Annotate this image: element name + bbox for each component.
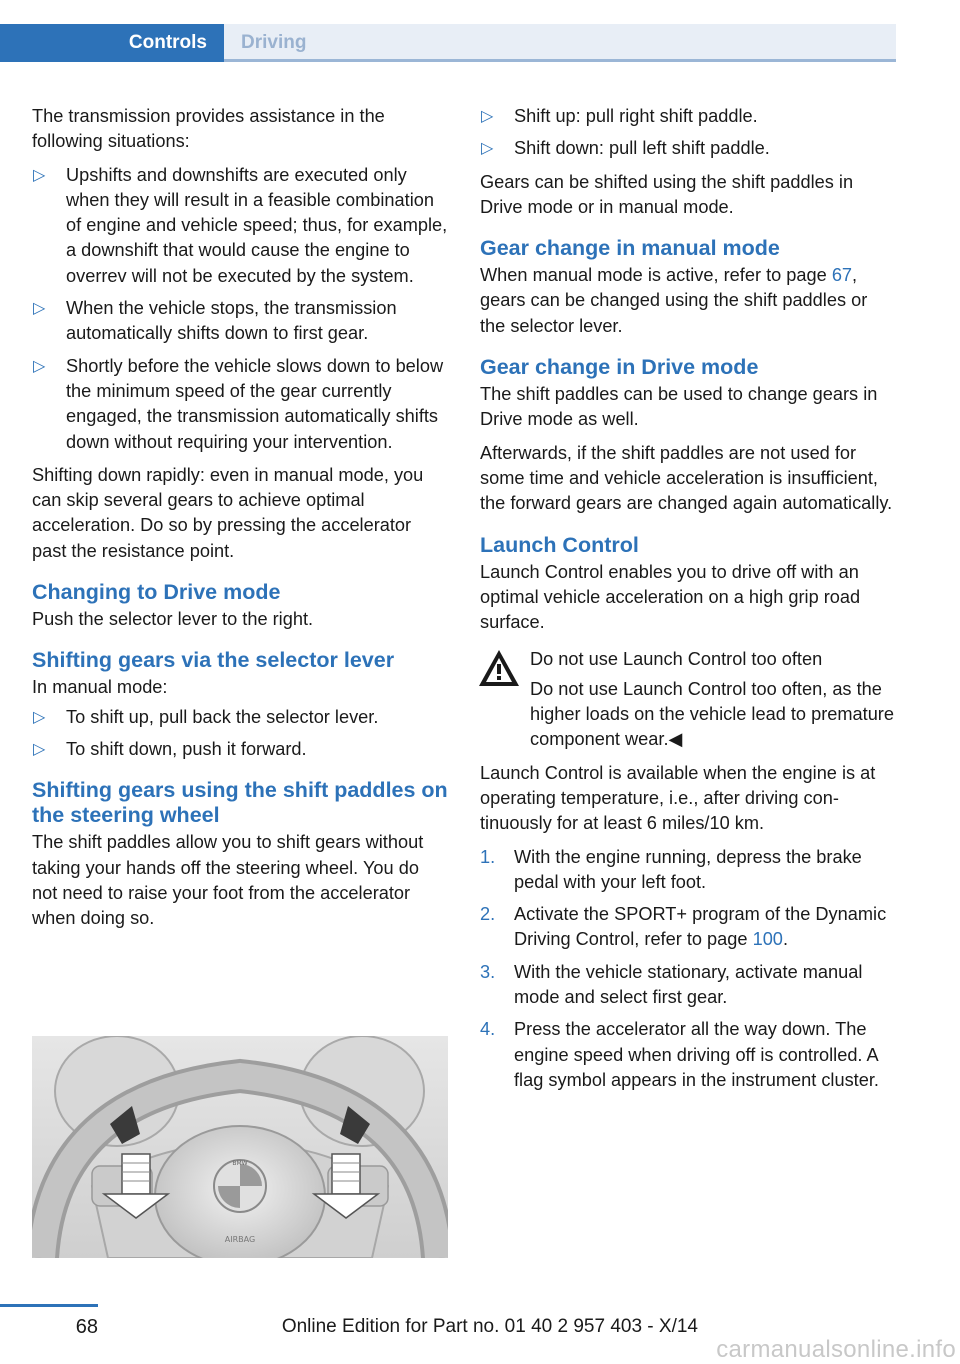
right-column	[480, 104, 896, 1101]
paddles-text: The shift paddles allow you to shift gears without taking your hands off the steering wheel. You do not need to raise your foot from the accelerator when doing so.	[32, 832, 424, 929]
list-item: ▷ Upshifts and downshifts are executed only when they will result in a feasible combination of engine and vehicle speed; thus, for example, a downshift that would cause the engine to overrev will not be executed by the system.	[33, 164, 448, 286]
footer-rule	[0, 1304, 98, 1307]
list-item: 1. With the engine running, depress the brake pedal with your left foot.	[480, 846, 862, 892]
launch-control-text: Launch Control enables you to drive off with an optimal vehicle acceleration on a high grip road surface.	[480, 561, 861, 633]
heading-drive-mode-change: Gear change in Drive mode	[480, 355, 759, 380]
header-rule	[224, 59, 896, 62]
list-item: ▷ Shortly before the vehicle slows down to below the minimum speed of the gear currently engaged, the transmission automatically shifts down without requiring your intervention.	[33, 355, 444, 452]
list-item: ▷ Shift down: pull left shift paddle.	[480, 136, 896, 161]
drive-mode-change-text: The shift paddles can be used to change gears in Drive mode as well.	[480, 384, 878, 430]
heading-drive-mode: Changing to Drive mode	[32, 580, 281, 605]
list-item: ▷ Shift up: pull right shift paddle.	[480, 104, 896, 129]
warning-title: Do not use Launch Control too often	[530, 649, 823, 670]
warning-triangle-icon	[478, 649, 520, 687]
list-item: 4. Press the accelerator all the way down. The engine speed when driving off is controlled. A flag symbol appears in the instrument cluster.	[480, 1019, 879, 1090]
triangle-bullet-icon: ▷	[33, 740, 46, 758]
assist-list	[32, 163, 448, 455]
heading-manual-mode: Gear change in manual mode	[480, 236, 780, 261]
list-item: 3. With the vehicle stationary, activate manual mode and select first gear.	[480, 961, 863, 1008]
edition-text: Online Edition for Part no. 01 40 2 957 403 - X/14	[281, 1316, 698, 1337]
left-column	[32, 104, 448, 939]
warning-body: Do not use Launch Control too often, as the higher loads on the vehicle lead to premature component wear.◀	[530, 678, 894, 750]
bmw-emblem-text: BMW	[232, 1160, 248, 1167]
tab-driving[interactable]: Driving	[224, 24, 896, 62]
triangle-bullet-icon: ▷	[33, 166, 46, 184]
intro-text: The transmission provides assistance in the following situations:	[32, 106, 385, 152]
triangle-bullet-icon: ▷	[481, 140, 494, 158]
selector-intro: In manual mode:	[32, 677, 168, 698]
heading-launch-control: Launch Control	[480, 532, 639, 557]
triangle-bullet-icon: ▷	[33, 357, 46, 375]
manual-mode-text: When manual mode is active, refer to page 67, gears can be changed using the shift paddles or the selector lever.	[480, 265, 868, 336]
selector-list	[32, 705, 448, 763]
heading-shift-paddles: Shifting gears using the shift paddles on the steering wheel	[32, 778, 448, 828]
triangle-bullet-icon: ▷	[33, 300, 46, 318]
page-link-67[interactable]: 67	[831, 265, 853, 286]
steering-wheel-illustration	[32, 1036, 448, 1258]
launch-availability-text: Launch Control is available when the engine is at operating temperature, i.e., after driving continuously for at least 6 miles/10 km.	[480, 762, 876, 834]
paddle-list	[480, 104, 896, 162]
tab-controls[interactable]: Controls	[0, 24, 224, 62]
launch-steps-list	[480, 845, 896, 1094]
triangle-bullet-icon: ▷	[33, 708, 46, 726]
heading-selector-lever: Shifting gears via the selector lever	[32, 648, 395, 673]
shifting-down-text: Shifting down rapidly: even in manual mode, you can skip several gears to achieve optimal acceleration. Do so by pressing the accelerator past the resistance point.	[32, 464, 424, 561]
triangle-bullet-icon: ▷	[481, 108, 494, 125]
warning-box	[480, 647, 896, 752]
list-item: ▷ To shift up, pull back the selector lever.	[32, 705, 448, 730]
list-item: 2. Activate the SPORT+ program of the Dynamic Driving Control, refer to page 100.	[480, 904, 887, 950]
page-header	[0, 0, 960, 62]
drive-mode-change-text-2: Afterwards, if the shift paddles are not used for some time and vehicle acceleration is insufficient, the forward gears are changed again automatically.	[480, 442, 893, 514]
airbag-label: AIRBAG	[224, 1235, 256, 1244]
list-item: ▷ To shift down, push it forward.	[32, 737, 448, 762]
page-number: 68	[75, 1316, 98, 1338]
page-link-100[interactable]: 100	[752, 929, 783, 950]
paddle-note: Gears can be shifted using the shift paddles in Drive mode or in manual mode.	[480, 171, 854, 217]
list-item: ▷ When the vehicle stops, the transmission automatically shifts down to first gear.	[33, 298, 397, 344]
drive-mode-text: Push the selector lever to the right.	[32, 609, 314, 630]
watermark: carmanualsonline.info	[716, 1336, 956, 1363]
